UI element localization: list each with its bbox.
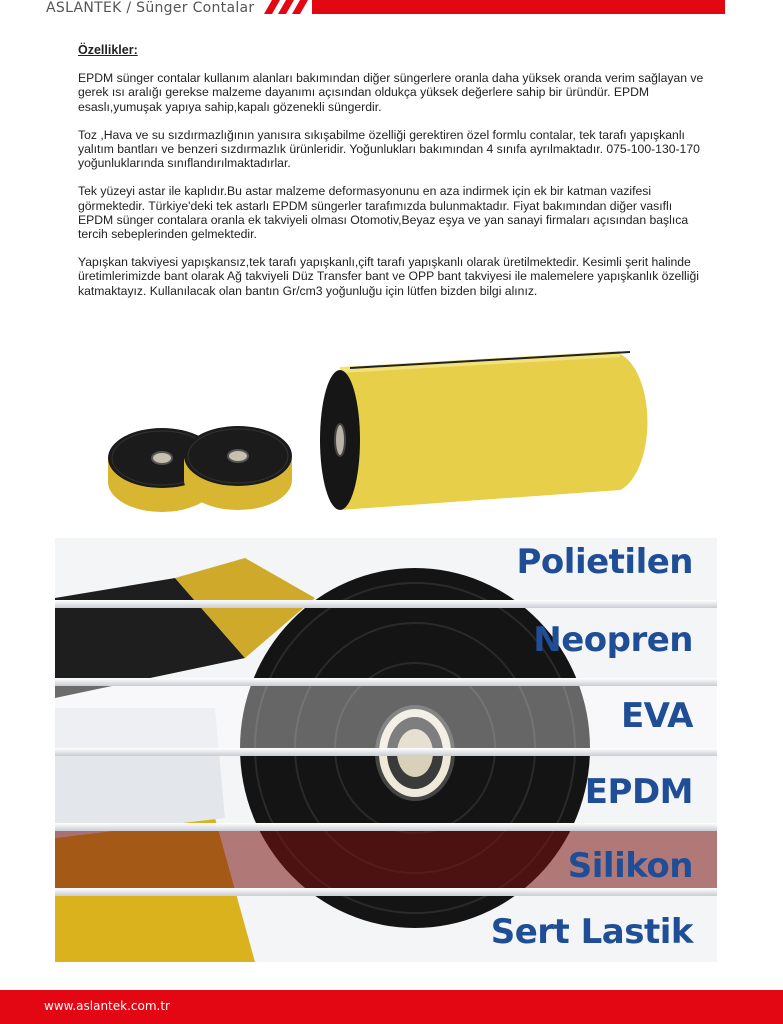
header-red-bar: [312, 0, 725, 14]
website-link[interactable]: www.aslantek.com.tr: [44, 999, 170, 1013]
brand-title: ASLANTEK / Sünger Contalar: [46, 0, 255, 16]
stripe-decoration-icon: [258, 0, 318, 14]
material-label-silikon: Silikon: [567, 846, 693, 886]
features-section: [78, 43, 708, 312]
panel-divider: [55, 823, 717, 831]
paragraph-3: Tek yüzeyi astar ile kaplıdır.Bu astar malzeme deformasyonunu en aza indirmek için ek bir katman vazifesi görmektedir. Türkiye'deki tek astarlı EPDM süngerler tarafımızda bulunmaktadır. Fiyat bakımından diğer vasıflı EPDM sünger contalara oranla ek takviyeli olması Otomotiv,Beyaz eşya ve yan sanayi firmaları açısından başlıca tercih sebeplerinden gelmektedir.: [78, 184, 689, 242]
paragraph-1: EPDM sünger contalar kullanım alanları bakımından diğer süngerlere oranla daha yüksek oranda verim sağlayan ve gerek ısı aralığı gerekse malzeme dayanımı açısından oldukça yüksek değerlere sahip bir üründür. EPDM esaslı,yumuşak yapıya sahip,kapalı gözenekli süngerdir.: [78, 71, 704, 114]
panel-divider: [55, 600, 717, 608]
material-label-eva: EVA: [620, 696, 693, 736]
paragraph-4: Yapışkan takviyesi yapışkansız,tek tarafı yapışkanlı,çift tarafı yapışkanlı olarak üretilmektedir. Kesimli şerit halinde üretimlerimizde bant olarak Ağ takviyeli Düz Transfer bant ve OPP bant takviyesi ile malemelere yapışkanlık özelliği katmaktayız. Kullanılacak olan bantın Gr/cm3 yoğunluğu için lütfen bizden bilgi alınız.: [78, 255, 699, 298]
panel-divider: [55, 748, 717, 756]
materials-panel: [55, 538, 717, 962]
small-tape-roll-icon: [184, 426, 292, 510]
paragraph-2: Toz ,Hava ve su sızdırmazlığının yanısıra sıkışabilme özelliği gerektiren özel formlu contalar, tek tarafı yapışkanlı yalıtım bantları ve benzeri sızdırmazlık ürünleridir. Yoğunlukları bakımından 4 sınıfa ayrılmaktadır. 075-100-130-170 yoğunluklarında sınıflandırılmaktadırlar.: [78, 127, 700, 171]
page-footer: [0, 990, 783, 1024]
material-label-neopren: Neopren: [533, 620, 693, 660]
page-header: [0, 0, 783, 20]
material-label-epdm: EPDM: [584, 772, 693, 812]
panel-divider: [55, 888, 717, 896]
panel-divider: [55, 678, 717, 686]
material-label-sert-lastik: Sert Lastik: [490, 912, 693, 952]
features-heading: Özellikler:: [78, 43, 138, 57]
product-rolls-image: [100, 340, 680, 525]
material-label-polietilen: Polietilen: [516, 542, 693, 582]
large-foam-roll-icon: [320, 352, 647, 510]
